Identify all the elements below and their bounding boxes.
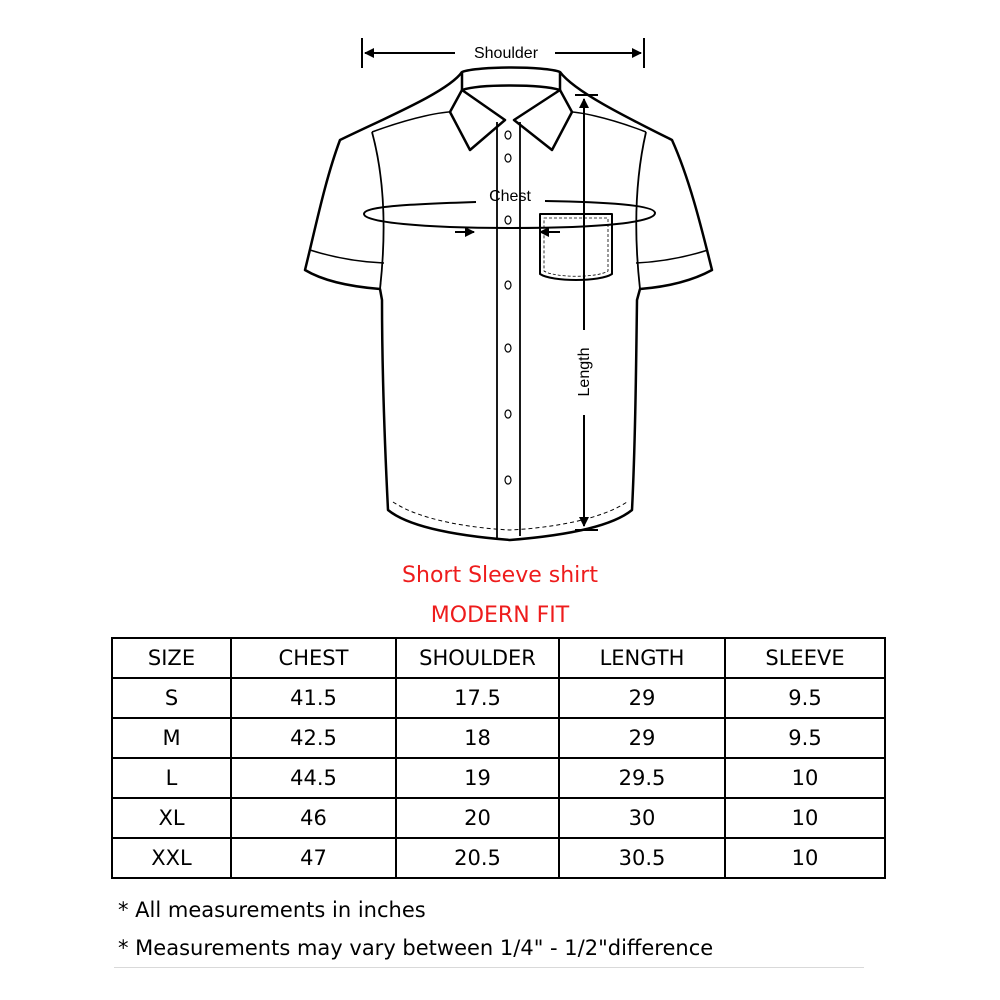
table-cell: 44.5	[231, 758, 396, 798]
table-cell: XXL	[112, 838, 231, 878]
bottom-divider	[114, 967, 864, 968]
table-cell: 17.5	[396, 678, 559, 718]
header-cell: SHOULDER	[396, 638, 559, 678]
table-cell: 9.5	[725, 678, 885, 718]
table-cell: XL	[112, 798, 231, 838]
table-cell: 18	[396, 718, 559, 758]
table-cell: 9.5	[725, 718, 885, 758]
table-cell: 47	[231, 838, 396, 878]
header-cell: SIZE	[112, 638, 231, 678]
table-row	[112, 718, 885, 758]
footnote-variance: * Measurements may vary between 1/4" - 1/2"difference	[118, 936, 714, 960]
chart-title-line-2: MODERN FIT	[430, 603, 570, 628]
table-row	[112, 758, 885, 798]
table-cell: 30	[559, 798, 725, 838]
table-row	[112, 838, 885, 878]
table-cell: 20.5	[396, 838, 559, 878]
table-row	[112, 678, 885, 718]
table-cell: 19	[396, 758, 559, 798]
chart-title-line-1: Short Sleeve shirt	[402, 563, 598, 588]
table-cell: 46	[231, 798, 396, 838]
table-cell: M	[112, 718, 231, 758]
table-cell: 41.5	[231, 678, 396, 718]
table-cell: 29	[559, 678, 725, 718]
table-row	[112, 798, 885, 838]
footnote-units: * All measurements in inches	[118, 898, 426, 922]
shoulder-label: Shoulder	[473, 45, 539, 62]
table-cell: S	[112, 678, 231, 718]
table-cell: 10	[725, 758, 885, 798]
table-header-row	[112, 638, 885, 678]
header-cell: CHEST	[231, 638, 396, 678]
length-label: Length	[576, 347, 593, 397]
size-chart-table	[111, 637, 886, 879]
table-cell: 30.5	[559, 838, 725, 878]
table-cell: 20	[396, 798, 559, 838]
table-cell: 29	[559, 718, 725, 758]
table-cell: 42.5	[231, 718, 396, 758]
table-cell: 10	[725, 798, 885, 838]
chest-label: Chest	[489, 188, 531, 205]
table-cell: L	[112, 758, 231, 798]
header-cell: LENGTH	[559, 638, 725, 678]
header-cell: SLEEVE	[725, 638, 885, 678]
table-cell: 29.5	[559, 758, 725, 798]
table-cell: 10	[725, 838, 885, 878]
